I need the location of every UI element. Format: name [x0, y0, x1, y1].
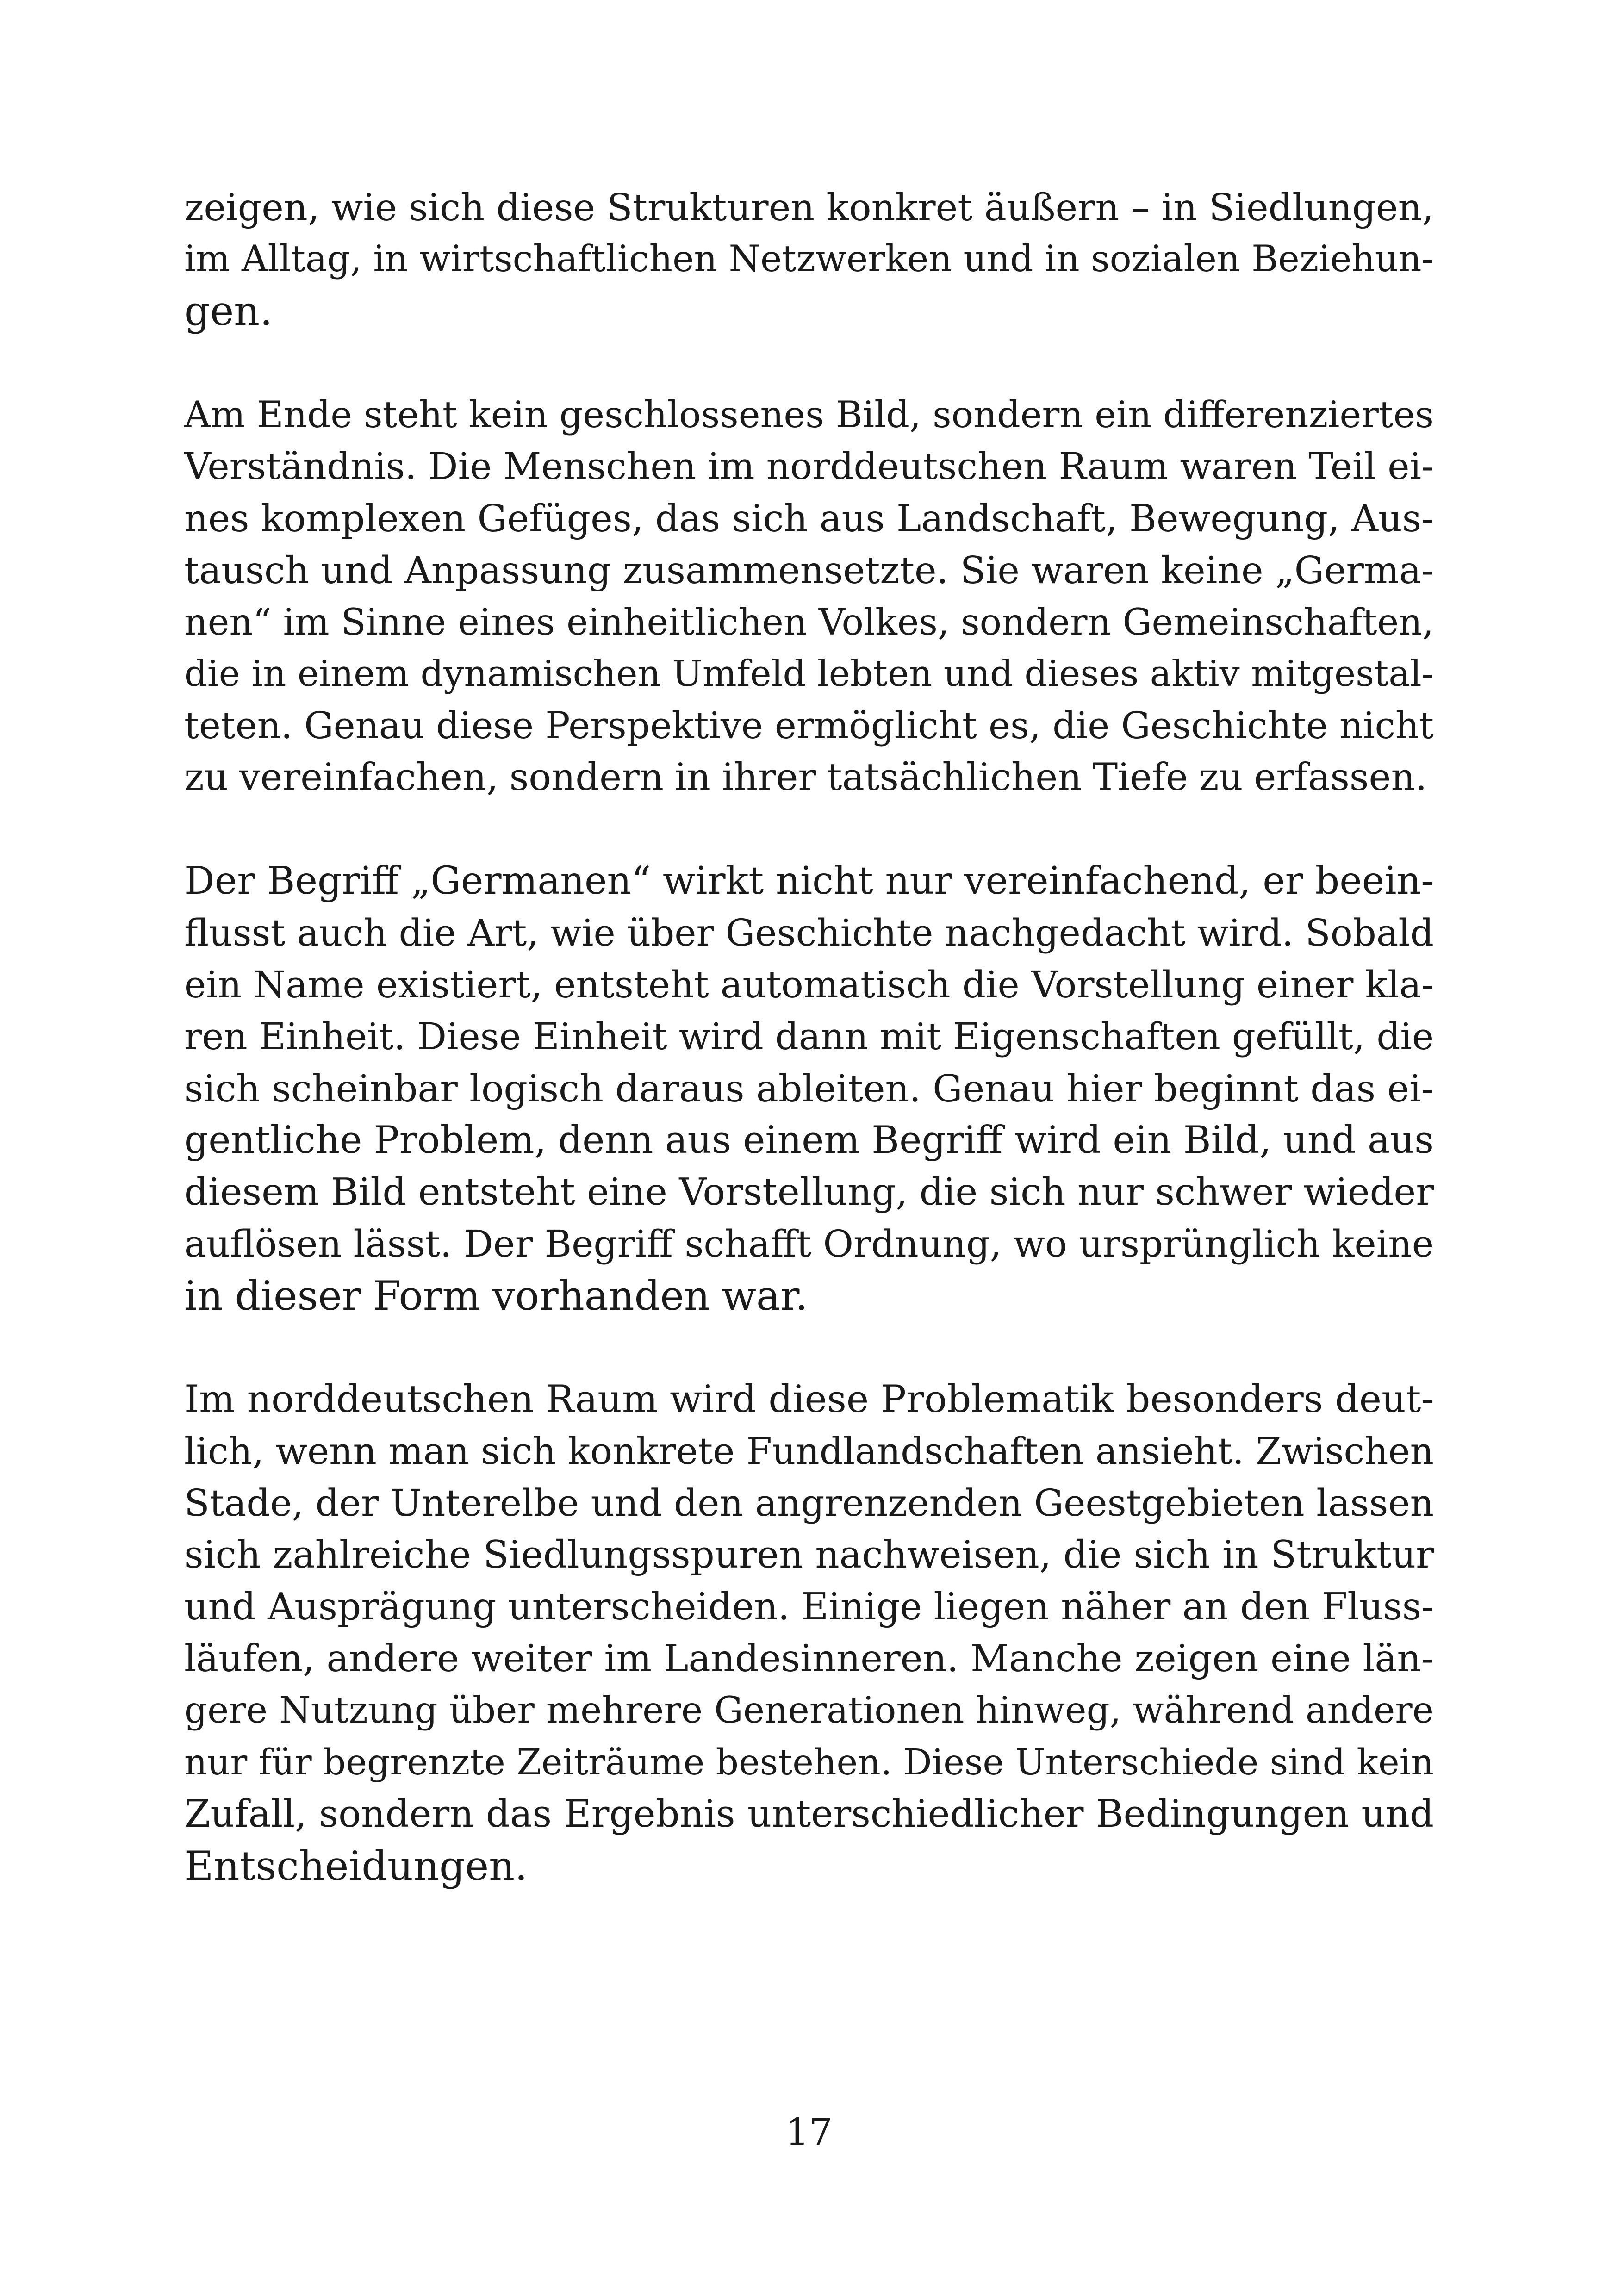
paragraph-line: sich scheinbar logisch daraus ableiten. Genau hier beginnt das ei-	[184, 1067, 1434, 1110]
paragraph-line: läufen, andere weiter im Landesinneren. Manche zeigen eine län-	[184, 1637, 1434, 1680]
paragraph-line: diesem Bild entsteht eine Vorstellung, die sich nur schwer wieder	[184, 1170, 1434, 1214]
paragraph-line: in dieser Form vorhanden war.	[184, 1272, 808, 1319]
paragraph-line: Der Begriff „Germanen“ wirkt nicht nur vereinfachend, er beein-	[184, 859, 1434, 903]
paragraph-4	[184, 1374, 1434, 1892]
paragraph-line: ren Einheit. Diese Einheit wird dann mit Eigenschaften gefüllt, die	[184, 1015, 1434, 1058]
page-number: 17	[785, 2110, 833, 2153]
paragraph-line: nur für begrenzte Zeiträume bestehen. Diese Unterschiede sind kein	[184, 1742, 1434, 1783]
paragraph-line: Entscheidungen.	[184, 1842, 528, 1890]
paragraph-line: tausch und Anpassung zusammensetzte. Sie waren keine „Germa-	[184, 548, 1434, 592]
paragraph-line: zeigen, wie sich diese Strukturen konkret äußern – in Siedlungen,	[184, 186, 1434, 229]
paragraph-line: gere Nutzung über mehrere Generationen hinweg, während andere	[184, 1689, 1434, 1731]
paragraph-line: ein Name existiert, entsteht automatisch die Vorstellung einer kla-	[184, 963, 1434, 1006]
paragraph-line: gen.	[184, 287, 273, 335]
paragraph-line: Am Ende steht kein geschlossenes Bild, sondern ein differenziertes	[184, 393, 1434, 436]
paragraph-line: flusst auch die Art, wie über Geschichte nachgedacht wird. Sobald	[184, 911, 1434, 954]
paragraph-line: die in einem dynamischen Umfeld lebten und dieses aktiv mitgestal-	[184, 653, 1434, 695]
paragraph-line: im Alltag, in wirtschaftlichen Netzwerken und in sozialen Beziehun-	[184, 238, 1434, 280]
paragraph-line: gentliche Problem, denn aus einem Begriff wird ein Bild, und aus	[184, 1118, 1434, 1162]
paragraph-line: auflösen lässt. Der Begriff schafft Ordnung, wo ursprünglich keine	[184, 1222, 1434, 1265]
paragraph-line: Stade, der Unterelbe und den angrenzenden Geestgebieten lassen	[184, 1481, 1434, 1524]
paragraph-1	[184, 181, 1434, 337]
paragraph-2	[184, 389, 1434, 803]
paragraph-line: Verständnis. Die Menschen im norddeutschen Raum waren Teil ei-	[184, 445, 1434, 488]
paragraph-line: Zufall, sondern das Ergebnis unterschiedlicher Bedingungen und	[184, 1792, 1434, 1836]
paragraph-line: nes komplexen Gefüges, das sich aus Landschaft, Bewegung, Aus-	[184, 497, 1434, 540]
paragraph-line: zu vereinfachen, sondern in ihrer tatsächlichen Tiefe zu erfassen.	[184, 756, 1427, 799]
paragraph-line: nen“ im Sinne eines einheitlichen Volkes, sondern Gemeinschaften,	[184, 601, 1434, 643]
paragraph-line: und Ausprägung unterscheiden. Einige liegen näher an den Fluss-	[184, 1585, 1434, 1628]
paragraph-line: sich zahlreiche Siedlungsspuren nachweisen, die sich in Struktur	[184, 1533, 1434, 1577]
paragraph-line: lich, wenn man sich konkrete Fundlandschaften ansieht. Zwischen	[184, 1430, 1434, 1473]
paragraph-line: Im norddeutschen Raum wird diese Problematik besonders deut-	[184, 1377, 1434, 1421]
paragraph-line: teten. Genau diese Perspektive ermöglicht es, die Geschichte nicht	[184, 704, 1434, 747]
paragraph-3	[184, 855, 1434, 1322]
